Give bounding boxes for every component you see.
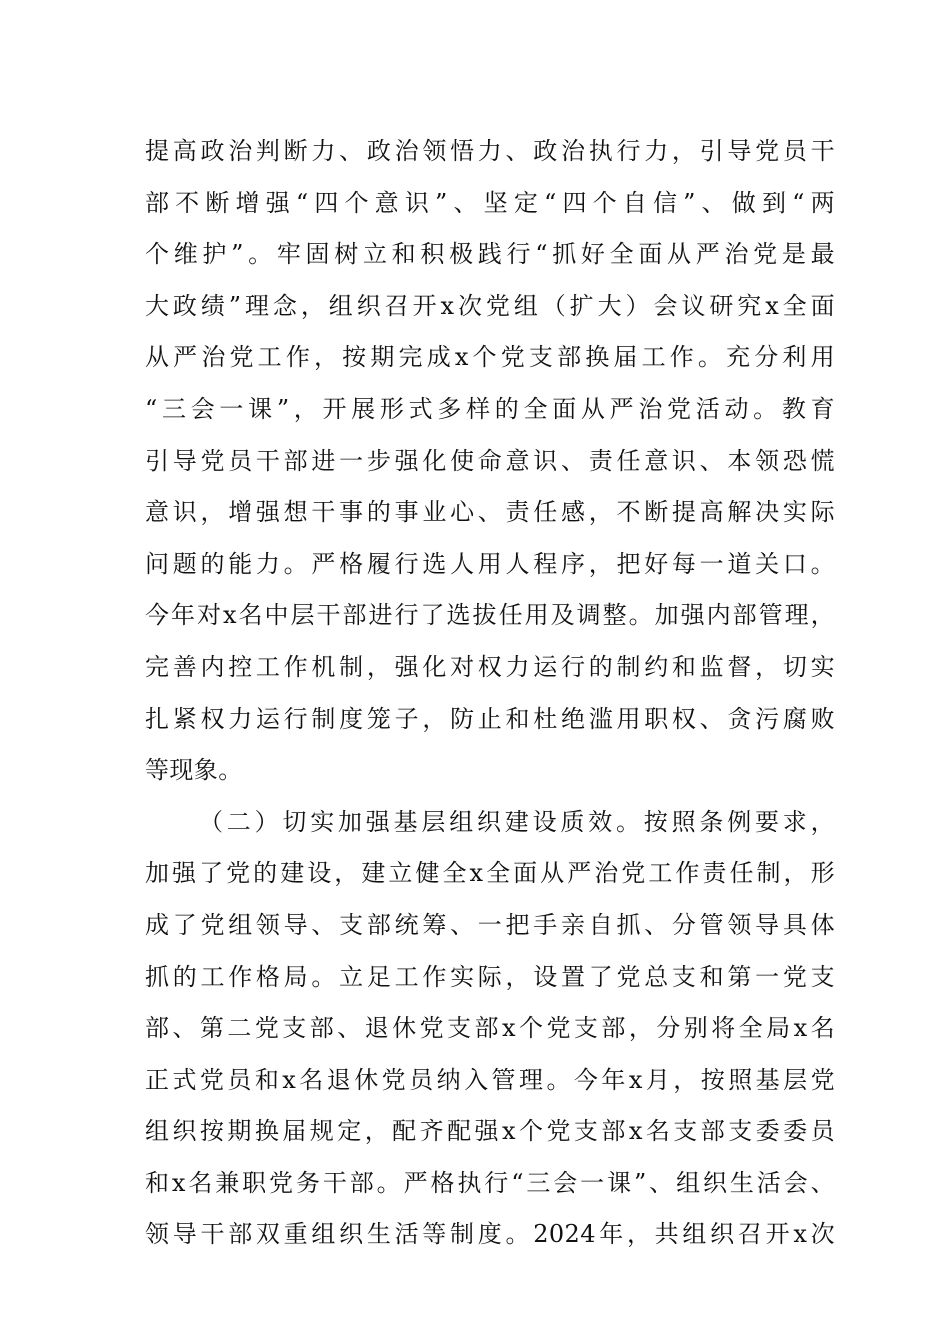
text-line-22: 领导干部双重组织生活等制度。2024年，共组织召开x次 [145,1220,835,1249]
text-line-1: 提高政治判断力、政治领悟力、政治执行力，引导党员干 [145,137,835,165]
text-line-8: 意识，增强想干事的事业心、责任感，不断提高解决实际 [145,498,835,527]
text-line-21: 和x名兼职党务干部。严格执行“三会一课”、组织生活会、 [145,1168,835,1197]
section-heading-line: （二）切实加强基层组织建设质效。按照条例要求， [199,807,835,836]
text-line-5: 从严治党工作，按期完成x个党支部换届工作。充分利用 [145,343,835,372]
text-line-18: 部、第二党支部、退休党支部x个党支部，分别将全局x名 [145,1014,835,1043]
text-line-9: 问题的能力。严格履行选人用人程序，把好每一道关口。 [145,549,835,578]
text-line-19: 正式党员和x名退休党员纳入管理。今年x月，按照基层党 [145,1065,835,1094]
text-line-4: 大政绩”理念，组织召开x次党组（扩大）会议研究x全面 [145,291,835,320]
text-line-3: 个维护”。牢固树立和积极践行“抓好全面从严治党是最 [145,240,835,269]
text-line-20: 组织按期换届规定，配齐配强x个党支部x名支部支委委员 [145,1117,835,1146]
text-line-17: 抓的工作格局。立足工作实际，设置了党总支和第一党支 [145,962,835,991]
text-line-11: 完善内控工作机制，强化对权力运行的制约和监督，切实 [145,652,835,681]
text-line-15: 加强了党的建设，建立健全x全面从严治党工作责任制，形 [145,859,835,888]
text-line-2: 部不断增强“四个意识”、坚定“四个自信”、做到“两 [145,188,835,217]
text-line-13: 等现象。 [145,756,243,785]
text-line-6: “三会一课”，开展形式多样的全面从严治党活动。教育 [145,394,835,423]
text-line-12: 扎紧权力运行制度笼子，防止和杜绝滥用职权、贪污腐败 [145,704,835,733]
text-line-10: 今年对x名中层干部进行了选拔任用及调整。加强内部管理， [145,601,835,630]
text-line-16: 成了党组领导、支部统筹、一把手亲自抓、分管领导具体 [145,910,835,939]
text-line-7: 引导党员干部进一步强化使命意识、责任意识、本领恐慌 [145,446,835,475]
body-text [145,126,835,1261]
